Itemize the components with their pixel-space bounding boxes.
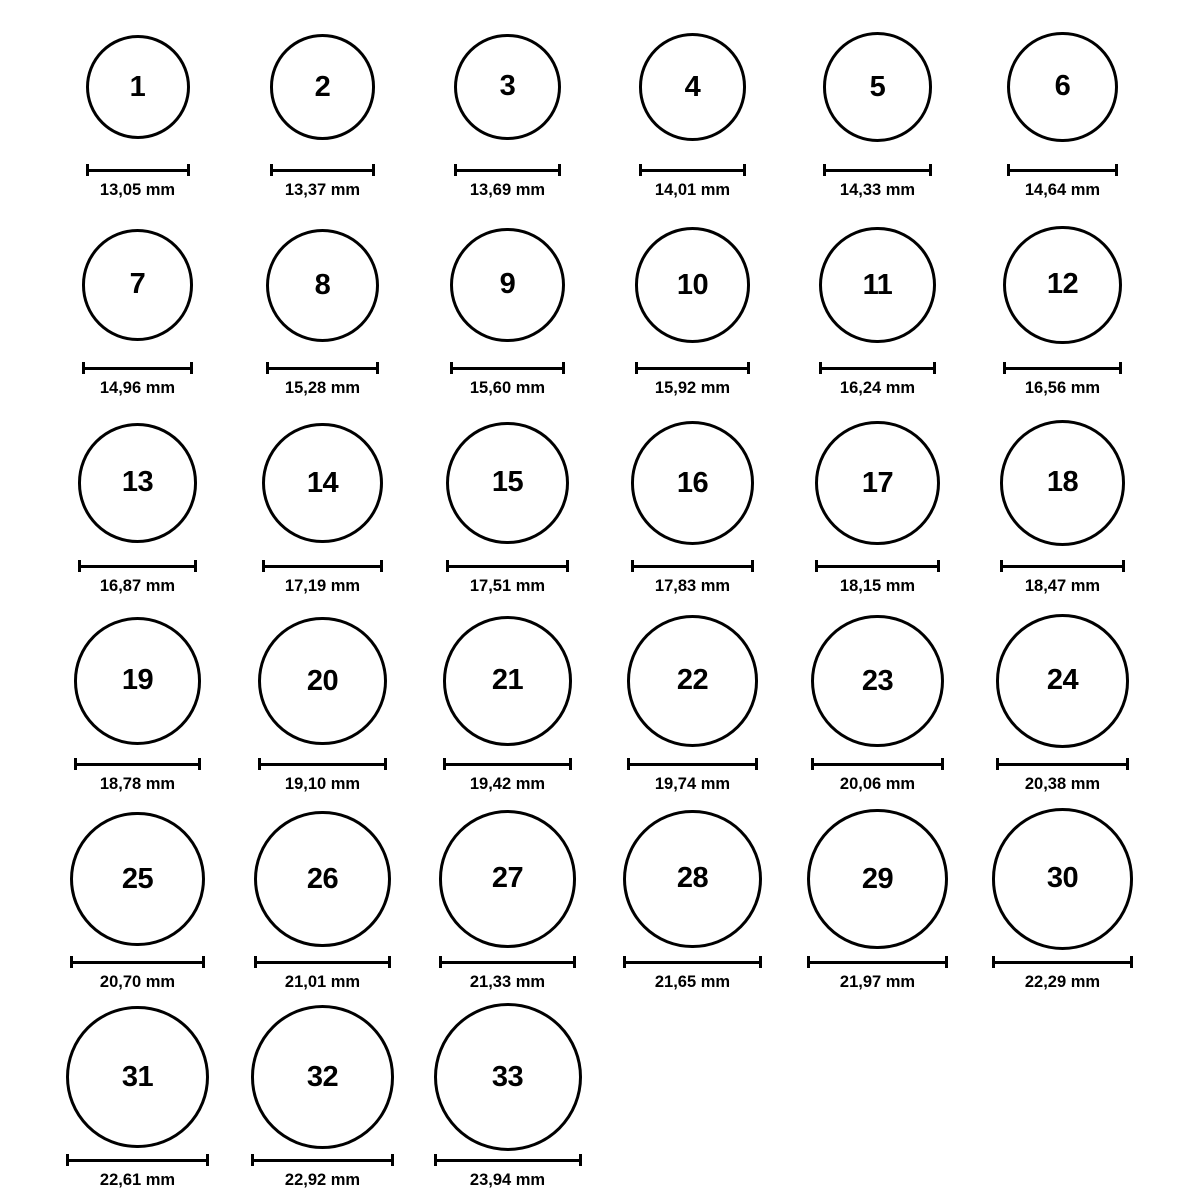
ring-circle-wrapper — [254, 804, 390, 954]
ring-dimension — [631, 560, 754, 596]
caliper-icon — [82, 362, 194, 374]
ring-circle-wrapper — [70, 804, 205, 954]
caliper-icon — [439, 956, 576, 968]
ring-size-cell — [785, 606, 970, 804]
ring-circle-wrapper — [82, 210, 194, 360]
ring-diameter-label: 18,15 mm — [839, 577, 916, 595]
ring-dimension — [815, 560, 940, 596]
ring-circle — [1000, 420, 1126, 546]
ring-size-cell — [45, 1002, 230, 1200]
ring-diameter-label: 21,01 mm — [284, 973, 361, 991]
ring-size-number: 13 — [121, 466, 154, 499]
ring-diameter-label: 17,51 mm — [469, 577, 546, 595]
ring-circle — [86, 35, 190, 139]
ring-dimension — [66, 1154, 209, 1190]
ring-diameter-label: 22,29 mm — [1024, 973, 1101, 991]
ring-circle-wrapper — [631, 408, 754, 558]
ring-diameter-label: 14,96 mm — [99, 379, 176, 397]
ring-size-cell — [970, 408, 1155, 606]
ring-size-number: 31 — [121, 1060, 154, 1093]
ring-circle-wrapper — [443, 606, 573, 756]
ring-circle — [454, 34, 561, 141]
ring-size-number: 16 — [676, 466, 709, 499]
ring-size-cell — [230, 804, 415, 1002]
ring-diameter-label: 14,33 mm — [839, 181, 916, 199]
caliper-icon — [631, 560, 754, 572]
ring-diameter-label: 18,47 mm — [1024, 577, 1101, 595]
ring-size-number: 10 — [676, 268, 709, 301]
ring-circle — [82, 229, 194, 341]
ring-size-number: 30 — [1046, 862, 1079, 895]
ring-circle — [996, 614, 1130, 748]
ring-size-cell — [415, 408, 600, 606]
caliper-icon — [992, 956, 1133, 968]
ring-diameter-label: 16,56 mm — [1024, 379, 1101, 397]
ring-circle — [66, 1006, 209, 1149]
ring-size-number: 17 — [861, 466, 894, 499]
ring-dimension — [623, 956, 762, 992]
ring-circle-wrapper — [439, 804, 576, 954]
ring-size-cell — [415, 210, 600, 408]
ring-diameter-label: 19,42 mm — [469, 775, 546, 793]
caliper-icon — [262, 560, 383, 572]
caliper-icon — [78, 560, 197, 572]
ring-dimension — [819, 362, 936, 398]
ring-diameter-label: 21,65 mm — [654, 973, 731, 991]
ring-dimension — [270, 164, 375, 200]
ring-dimension — [82, 362, 194, 398]
ring-size-cell — [600, 210, 785, 408]
ring-circle — [258, 617, 386, 745]
ring-size-number: 6 — [1054, 70, 1071, 103]
ring-size-cell — [785, 12, 970, 210]
ring-size-number: 29 — [861, 862, 894, 895]
ring-diameter-label: 17,19 mm — [284, 577, 361, 595]
caliper-icon — [66, 1154, 209, 1166]
ring-size-number: 12 — [1046, 268, 1079, 301]
ring-circle — [811, 615, 943, 747]
ring-diameter-label: 23,94 mm — [469, 1171, 546, 1189]
ring-size-cell — [415, 606, 600, 804]
ring-circle — [434, 1003, 582, 1151]
ring-size-cell — [970, 606, 1155, 804]
ring-size-number: 26 — [306, 862, 339, 895]
ring-circle-wrapper — [454, 12, 561, 162]
ring-circle-wrapper — [823, 12, 932, 162]
ring-circle — [450, 228, 564, 342]
caliper-icon — [627, 758, 758, 770]
ring-size-cell — [45, 408, 230, 606]
caliper-icon — [70, 956, 205, 968]
ring-circle-wrapper — [815, 408, 940, 558]
ring-size-cell — [600, 408, 785, 606]
ring-dimension — [78, 560, 197, 596]
ring-size-number: 2 — [314, 70, 331, 103]
ring-circle — [74, 617, 201, 744]
ring-dimension — [454, 164, 561, 200]
ring-circle — [823, 32, 932, 141]
ring-dimension — [811, 758, 943, 794]
caliper-icon — [819, 362, 936, 374]
ring-size-cell — [785, 408, 970, 606]
ring-size-number: 27 — [491, 862, 524, 895]
ring-circle-wrapper — [434, 1002, 582, 1152]
ring-size-number: 14 — [306, 466, 339, 499]
ring-circle — [78, 423, 197, 542]
caliper-icon — [74, 758, 201, 770]
ring-size-number: 15 — [491, 466, 524, 499]
ring-size-cell — [785, 804, 970, 1002]
ring-size-cell — [230, 1002, 415, 1200]
ring-size-cell — [45, 12, 230, 210]
ring-size-number: 19 — [121, 664, 154, 697]
ring-diameter-label: 14,64 mm — [1024, 181, 1101, 199]
ring-dimension — [443, 758, 573, 794]
ring-size-cell — [600, 12, 785, 210]
ring-circle-wrapper — [1003, 210, 1121, 360]
ring-dimension — [1000, 560, 1126, 596]
ring-circle-wrapper — [992, 804, 1133, 954]
ring-size-cell — [970, 12, 1155, 210]
ring-circle — [251, 1005, 395, 1149]
ring-dimension — [635, 362, 751, 398]
ring-size-number: 21 — [491, 664, 524, 697]
ring-size-cell — [415, 1002, 600, 1200]
ring-size-number: 3 — [499, 70, 516, 103]
ring-circle-wrapper — [811, 606, 943, 756]
caliper-icon — [811, 758, 943, 770]
ring-size-number: 8 — [314, 268, 331, 301]
ring-diameter-label: 21,97 mm — [839, 973, 916, 991]
ring-circle-wrapper — [635, 210, 751, 360]
ring-circle-wrapper — [78, 408, 197, 558]
ring-circle-wrapper — [66, 1002, 209, 1152]
ring-circle-wrapper — [258, 606, 386, 756]
ring-dimension — [258, 758, 386, 794]
ring-circle-wrapper — [446, 408, 568, 558]
ring-diameter-label: 14,01 mm — [654, 181, 731, 199]
ring-diameter-label: 13,05 mm — [99, 181, 176, 199]
ring-circle — [639, 33, 747, 141]
ring-size-number: 11 — [862, 268, 893, 301]
ring-circle — [70, 812, 205, 947]
ring-dimension — [70, 956, 205, 992]
caliper-icon — [251, 1154, 395, 1166]
ring-dimension — [996, 758, 1130, 794]
ring-circle-wrapper — [627, 606, 758, 756]
ring-diameter-label: 15,92 mm — [654, 379, 731, 397]
ring-size-cell — [970, 804, 1155, 1002]
ring-dimension — [807, 956, 947, 992]
ring-size-number: 23 — [861, 664, 894, 697]
caliper-icon — [807, 956, 947, 968]
ring-dimension — [627, 758, 758, 794]
ring-diameter-label: 15,28 mm — [284, 379, 361, 397]
ring-diameter-label: 19,10 mm — [284, 775, 361, 793]
ring-circle — [262, 423, 383, 544]
caliper-icon — [1007, 164, 1117, 176]
caliper-icon — [443, 758, 573, 770]
ring-circle-wrapper — [74, 606, 201, 756]
ring-circle — [819, 227, 936, 344]
ring-circle-wrapper — [1007, 12, 1117, 162]
ring-size-number: 28 — [676, 862, 709, 895]
ring-size-cell — [45, 804, 230, 1002]
ring-circle — [446, 422, 568, 544]
ring-circle — [815, 421, 940, 546]
ring-dimension — [992, 956, 1133, 992]
caliper-icon — [454, 164, 561, 176]
caliper-icon — [996, 758, 1130, 770]
ring-size-number: 22 — [676, 664, 709, 697]
ring-circle-wrapper — [639, 12, 747, 162]
caliper-icon — [1003, 362, 1121, 374]
ring-size-cell — [230, 210, 415, 408]
ring-circle-wrapper — [251, 1002, 395, 1152]
caliper-icon — [86, 164, 190, 176]
ring-circle — [807, 809, 947, 949]
ring-circle-wrapper — [266, 210, 379, 360]
ring-size-cell — [45, 210, 230, 408]
ring-size-number: 25 — [121, 862, 154, 895]
ring-dimension — [266, 362, 379, 398]
ring-circle-wrapper — [262, 408, 383, 558]
caliper-icon — [270, 164, 375, 176]
ring-diameter-label: 18,78 mm — [99, 775, 176, 793]
ring-size-cell — [785, 210, 970, 408]
ring-circle-wrapper — [996, 606, 1130, 756]
ring-size-number: 1 — [129, 70, 146, 103]
ring-size-cell — [45, 606, 230, 804]
ring-dimension — [823, 164, 932, 200]
ring-dimension — [74, 758, 201, 794]
ring-diameter-label: 15,60 mm — [469, 379, 546, 397]
ring-dimension — [439, 956, 576, 992]
caliper-icon — [258, 758, 386, 770]
ring-circle-wrapper — [450, 210, 564, 360]
ring-diameter-label: 17,83 mm — [654, 577, 731, 595]
caliper-icon — [434, 1154, 582, 1166]
ring-size-cell — [415, 804, 600, 1002]
caliper-icon — [266, 362, 379, 374]
ring-dimension — [262, 560, 383, 596]
ring-circle — [992, 808, 1133, 949]
caliper-icon — [823, 164, 932, 176]
ring-circle — [1007, 32, 1117, 142]
ring-diameter-label: 22,61 mm — [99, 1171, 176, 1189]
ring-dimension — [1007, 164, 1117, 200]
ring-dimension — [254, 956, 390, 992]
ring-circle-wrapper — [623, 804, 762, 954]
caliper-icon — [254, 956, 390, 968]
ring-size-cell — [230, 606, 415, 804]
ring-circle — [1003, 226, 1121, 344]
caliper-icon — [623, 956, 762, 968]
caliper-icon — [1000, 560, 1126, 572]
ring-circle — [627, 615, 758, 746]
ring-circle — [631, 421, 754, 544]
ring-size-number: 5 — [869, 70, 886, 103]
ring-diameter-label: 20,70 mm — [99, 973, 176, 991]
ring-diameter-label: 16,87 mm — [99, 577, 176, 595]
ring-circle — [254, 811, 390, 947]
ring-circle-wrapper — [807, 804, 947, 954]
ring-circle — [623, 810, 762, 949]
ring-size-cell — [230, 12, 415, 210]
ring-diameter-label: 16,24 mm — [839, 379, 916, 397]
ring-size-cell — [600, 606, 785, 804]
ring-diameter-label: 13,37 mm — [284, 181, 361, 199]
ring-size-cell — [415, 12, 600, 210]
ring-diameter-label: 22,92 mm — [284, 1171, 361, 1189]
ring-dimension — [450, 362, 564, 398]
ring-size-number: 7 — [129, 268, 146, 301]
ring-diameter-label: 19,74 mm — [654, 775, 731, 793]
ring-circle-wrapper — [86, 12, 190, 162]
ring-circle — [439, 810, 576, 947]
caliper-icon — [815, 560, 940, 572]
ring-dimension — [446, 560, 568, 596]
ring-size-number: 24 — [1046, 664, 1079, 697]
ring-circle-wrapper — [270, 12, 375, 162]
ring-dimension — [639, 164, 747, 200]
ring-diameter-label: 20,06 mm — [839, 775, 916, 793]
ring-size-number: 20 — [306, 664, 339, 697]
ring-size-number: 32 — [306, 1060, 339, 1093]
ring-circle-wrapper — [819, 210, 936, 360]
ring-size-cell — [600, 804, 785, 1002]
ring-circle — [266, 229, 379, 342]
caliper-icon — [635, 362, 751, 374]
ring-circle — [635, 227, 751, 343]
ring-size-cell — [970, 210, 1155, 408]
ring-diameter-label: 20,38 mm — [1024, 775, 1101, 793]
ring-size-number: 33 — [491, 1060, 524, 1093]
ring-diameter-label: 13,69 mm — [469, 181, 546, 199]
ring-dimension — [86, 164, 190, 200]
caliper-icon — [639, 164, 747, 176]
ring-size-number: 9 — [499, 268, 516, 301]
caliper-icon — [450, 362, 564, 374]
ring-circle-wrapper — [1000, 408, 1126, 558]
ring-size-cell — [230, 408, 415, 606]
ring-dimension — [1003, 362, 1121, 398]
ring-diameter-label: 21,33 mm — [469, 973, 546, 991]
caliper-icon — [446, 560, 568, 572]
ring-dimension — [434, 1154, 582, 1190]
ring-circle — [270, 34, 375, 139]
ring-size-number: 18 — [1046, 466, 1079, 499]
ring-dimension — [251, 1154, 395, 1190]
ring-circle — [443, 616, 573, 746]
ring-size-number: 4 — [684, 70, 701, 103]
